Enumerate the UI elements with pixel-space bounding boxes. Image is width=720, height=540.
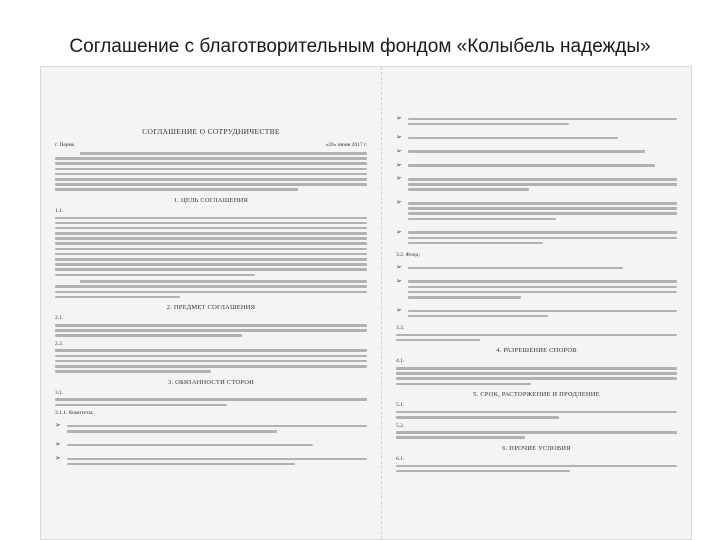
clause-number: 2.1.	[55, 315, 64, 322]
arrow-bullet-icon: ➢	[396, 198, 402, 207]
arrow-bullet-icon: ➢	[396, 146, 402, 155]
bullet-item	[396, 278, 677, 301]
arrow-bullet-icon: ➢	[396, 276, 402, 285]
section-heading: 6. ПРОЧИЕ УСЛОВИЯ	[502, 444, 571, 452]
section-heading: 4. РАЗРЕШЕНИЕ СПОРОВ	[496, 347, 577, 355]
clause-number: 1.1.	[55, 207, 64, 214]
clause-paragraph	[55, 217, 367, 277]
arrow-bullet-icon: ➢	[55, 421, 61, 430]
clause-number: 3.1.	[55, 389, 64, 396]
arrow-bullet-icon: ➢	[396, 114, 402, 122]
clause-paragraph	[396, 465, 677, 473]
bullet-item	[55, 455, 367, 468]
clause-paragraph	[55, 398, 367, 406]
clause-paragraph	[396, 411, 677, 419]
arrow-bullet-icon: ➢	[396, 227, 402, 236]
bullet-item	[55, 422, 367, 435]
clause-number: 3.3.	[396, 325, 405, 332]
bullet-item	[396, 162, 677, 170]
arrow-bullet-icon: ➢	[55, 453, 61, 462]
clause-number: 3.2. Фонд:	[396, 251, 420, 258]
clause-paragraph	[55, 349, 367, 372]
document-title: СОГЛАШЕНИЕ О СОТРУДНИЧЕСТВЕ	[142, 127, 280, 136]
arrow-bullet-icon: ➢	[396, 132, 402, 141]
clause-paragraph	[396, 334, 677, 342]
section-heading: 3. ОБЯЗАННОСТИ СТОРОН	[168, 378, 254, 386]
bullet-item	[396, 134, 677, 142]
clause-number: 3.1.1. Комитеты:	[55, 410, 94, 417]
slide-title: Соглашение с благотворительным фондом «Колыбель надежды»	[69, 36, 651, 57]
section-heading: 2. ПРЕДМЕТ СОГЛАШЕНИЯ	[166, 304, 256, 312]
arrow-bullet-icon: ➢	[396, 174, 402, 183]
clause-number: 4.1.	[396, 358, 405, 365]
bullet-item	[396, 175, 677, 193]
document-meta	[55, 142, 367, 148]
arrow-bullet-icon: ➢	[396, 262, 402, 271]
document-page-left	[41, 67, 381, 539]
document-page-right	[381, 67, 691, 539]
arrow-bullet-icon: ➢	[55, 440, 61, 449]
document-scan	[40, 66, 692, 540]
arrow-bullet-icon: ➢	[396, 306, 402, 315]
clause-number: 6.1.	[396, 455, 405, 462]
bullet-item	[396, 115, 677, 128]
clause-paragraph	[55, 324, 367, 337]
clause-paragraph	[396, 431, 677, 439]
preamble-paragraph	[55, 152, 367, 191]
section-heading: 5. СРОК, РАСТОРЖЕНИЕ И ПРОДЛЕНИЕ	[473, 391, 600, 399]
bullet-item	[396, 148, 677, 156]
clause-number: 5.1.	[396, 402, 405, 409]
bullet-item	[396, 307, 677, 320]
clause-paragraph	[55, 280, 367, 298]
clause-number: 2.2.	[55, 340, 64, 347]
bullet-item	[396, 199, 677, 222]
document-city: г. Пермь	[55, 142, 75, 148]
clause-number: 5.2.	[396, 422, 405, 429]
bullet-item	[396, 229, 677, 247]
section-heading: 1. ЦЕЛЬ СОГЛАШЕНИЯ	[173, 196, 249, 204]
bullet-item	[396, 264, 677, 272]
clause-paragraph	[396, 367, 677, 385]
arrow-bullet-icon: ➢	[396, 160, 402, 169]
document-date: «20» июня 2017 г.	[325, 142, 367, 148]
bullet-item	[55, 441, 367, 449]
